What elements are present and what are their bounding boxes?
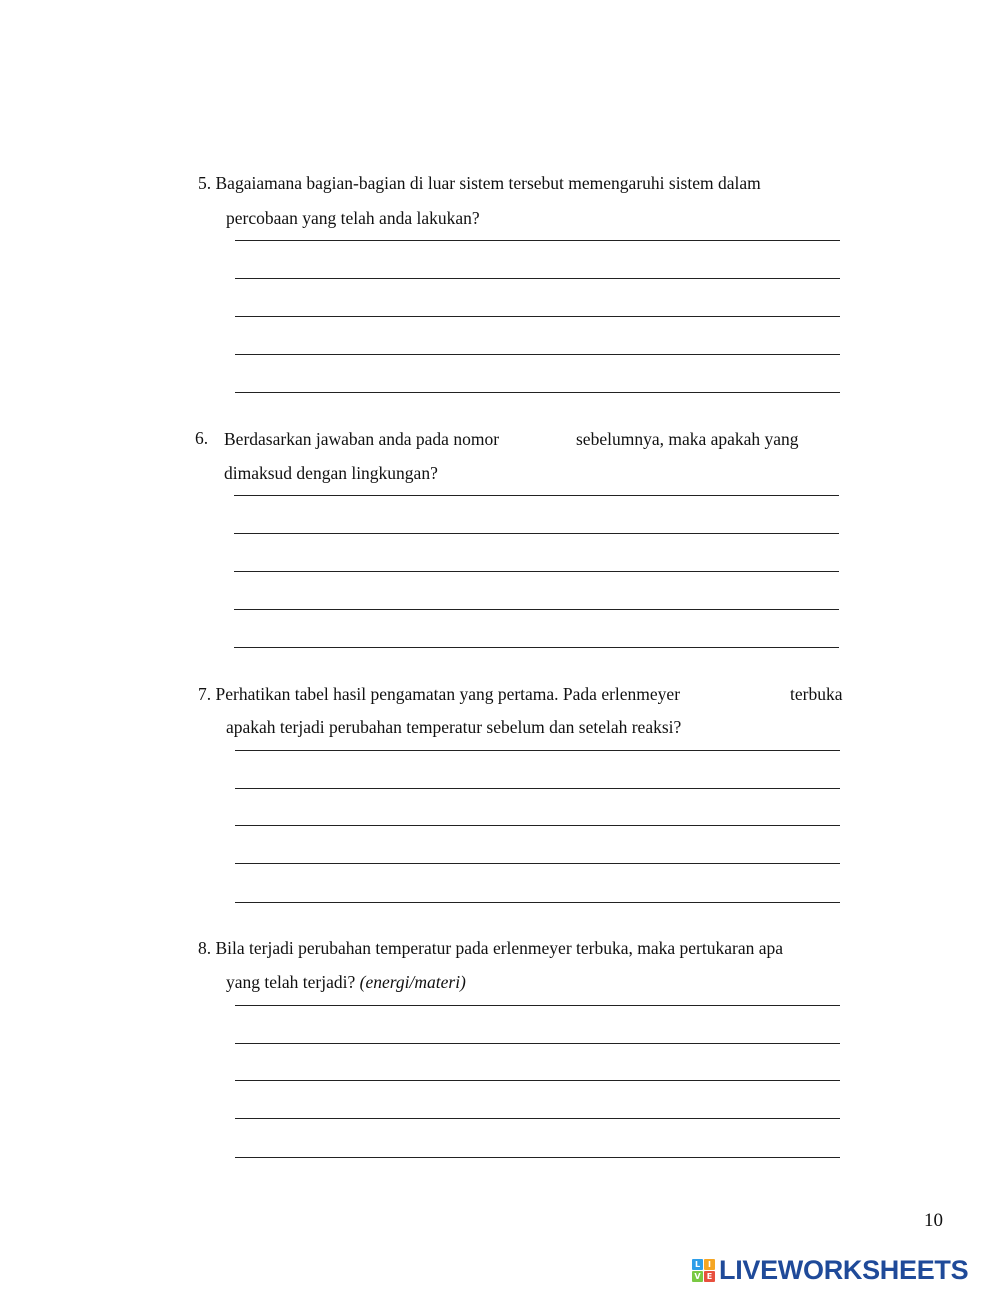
logo-letter-i: I <box>704 1259 715 1270</box>
question-6-number: 6. <box>195 428 209 448</box>
question-5-line-1: 5. Bagaiamana bagian-bagian di luar sistem tersebut memengaruhi sistem dalam <box>198 173 761 193</box>
question-6-line-2: dimaksud dengan lingkungan? <box>224 463 438 483</box>
question-7-line-2: apakah terjadi perubahan temperatur sebelum dan setelah reaksi? <box>226 717 682 737</box>
answer-line[interactable] <box>234 609 839 610</box>
liveworksheets-brand[interactable] <box>692 1254 968 1286</box>
answer-line[interactable] <box>235 278 840 279</box>
question-8-line-2-text: yang telah terjadi? <box>226 972 356 992</box>
question-8-line-1: 8. Bila terjadi perubahan temperatur pada erlenmeyer terbuka, maka pertukaran apa <box>198 938 783 958</box>
question-6-line-1-part-2: sebelumnya, maka apakah yang <box>576 429 799 449</box>
answer-line[interactable] <box>235 788 840 789</box>
answer-line[interactable] <box>235 1043 840 1044</box>
answer-line[interactable] <box>235 863 840 864</box>
question-8-hint: (energi/materi) <box>359 972 466 992</box>
answer-line[interactable] <box>235 825 840 826</box>
question-7-line-1-part-2: terbuka <box>790 684 843 704</box>
logo-letter-l: L <box>692 1259 703 1270</box>
answer-line[interactable] <box>234 647 839 648</box>
answer-line[interactable] <box>235 1157 840 1158</box>
answer-line[interactable] <box>235 1005 840 1006</box>
answer-line[interactable] <box>235 392 840 393</box>
question-6-line-1-part-1: Berdasarkan jawaban anda pada nomor <box>224 429 500 449</box>
question-7-line-1-part-1: 7. Perhatikan tabel hasil pengamatan yang pertama. Pada erlenmeyer <box>198 684 681 704</box>
answer-line[interactable] <box>234 533 839 534</box>
question-8-line-2 <box>226 972 466 992</box>
brand-name: LIVEWORKSHEETS <box>719 1254 969 1285</box>
answer-line[interactable] <box>235 902 840 903</box>
liveworksheets-logo-icon <box>692 1259 715 1282</box>
page-number: 10 <box>924 1210 943 1231</box>
question-5-line-2: percobaan yang telah anda lakukan? <box>226 208 480 228</box>
answer-line[interactable] <box>235 240 840 241</box>
answer-line[interactable] <box>235 316 840 317</box>
logo-letter-v: V <box>692 1271 703 1282</box>
answer-line[interactable] <box>235 354 840 355</box>
answer-line[interactable] <box>234 571 839 572</box>
answer-line[interactable] <box>235 1118 840 1119</box>
logo-letter-e: E <box>704 1271 715 1282</box>
answer-line[interactable] <box>235 750 840 751</box>
answer-line[interactable] <box>235 1080 840 1081</box>
answer-line[interactable] <box>234 495 839 496</box>
